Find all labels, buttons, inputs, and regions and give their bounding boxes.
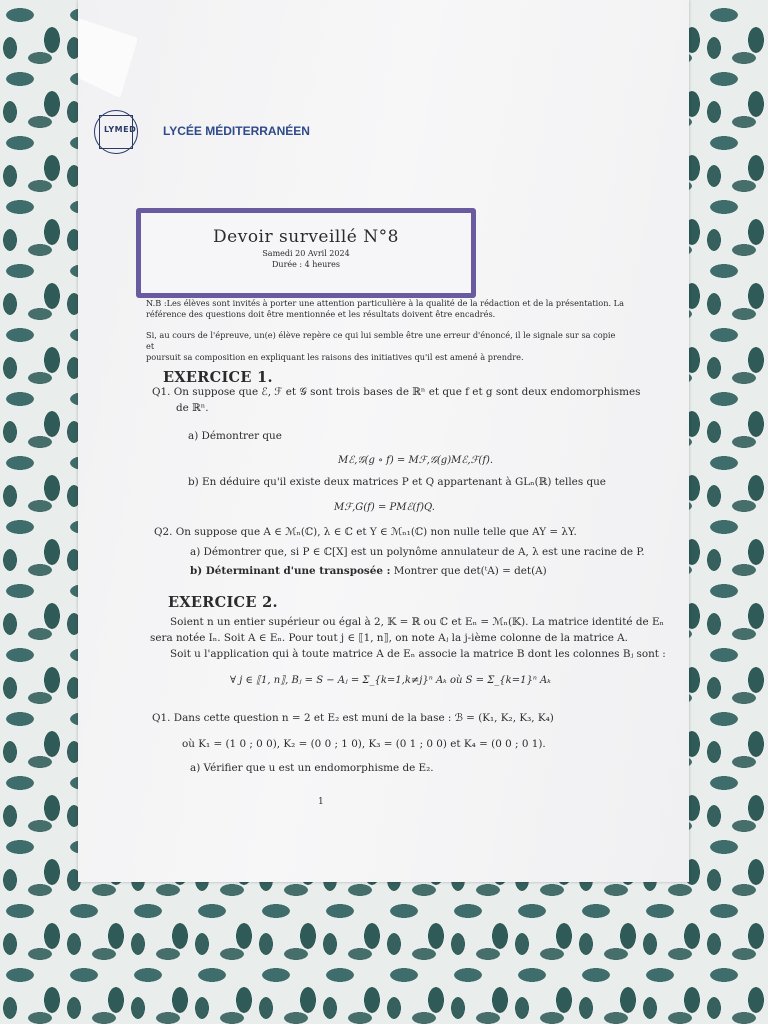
exercise-1-heading: EXERCICE 1. [163, 369, 273, 386]
exam-title: Devoir surveillé N°8 [213, 227, 399, 247]
ex1-q2a: a) Démontrer que, si P ∈ ℂ[X] est un polynôme annulateur de A, λ est une racine de P. [190, 546, 645, 558]
error-line-1: Si, au cours de l'épreuve, un(e) élève repère ce qui lui semble être une erreur d'énoncé, il le signale sur sa copie et [146, 330, 616, 351]
school-name: LYCÉE MÉDITERRANÉEN [163, 124, 310, 138]
exam-duration: Durée : 4 heures [272, 260, 340, 269]
ex1-q1-line-1: Q1. On suppose que ℰ, ℱ et 𝒢 sont trois bases de ℝⁿ et que f et g sont deux endomorphismes [152, 386, 641, 398]
nb-line-1: N.B :Les élèves sont invités à porter une attention particulière à la qualité de la rédaction et de la présentation. La [146, 298, 625, 308]
ex1-q1b-formula: Mℱ,G(f) = PMℰ(f)Q. [334, 502, 435, 513]
ex2-q1-line-2: où K₁ = (1 0 ; 0 0), K₂ = (0 0 ; 1 0), K₃ = (0 1 ; 0 0) et K₄ = (0 0 ; 0 1). [182, 738, 546, 750]
error-line-2: poursuit sa composition en expliquant les raisons des initiatives qu'il est amené à prendre. [146, 352, 524, 362]
ex1-q1-line-2: de ℝⁿ. [176, 402, 209, 414]
ex2-formula: ∀ j ∈ ⟦1, n⟧, Bⱼ = S − Aⱼ = Σ_{k=1,k≠j}ⁿ Aₖ où S = Σ_{k=1}ⁿ Aₖ [230, 675, 551, 686]
ex2-p1-line-1: Soient n un entier supérieur ou égal à 2, 𝕂 = ℝ ou ℂ et Eₙ = ℳₙ(𝕂). La matrice identité de Eₙ [170, 616, 665, 628]
ex2-p1-line-3: Soit u l'application qui à toute matrice A de Eₙ associe la matrice B dont les colonnes Bⱼ sont : [170, 648, 666, 660]
exam-date: Samedi 20 Avril 2024 [262, 249, 350, 258]
ex1-q2-line-1: Q2. On suppose que A ∈ ℳₙ(ℂ), λ ∈ ℂ et Y ∈ ℳₙ₁(ℂ) non nulle telle que AY = λY. [154, 526, 577, 538]
exam-title-box [136, 208, 476, 298]
ex1-q1a: a) Démontrer que [188, 430, 282, 442]
ex1-q2b-text: Montrer que det(ᵗA) = det(A) [390, 565, 547, 577]
ex1-q2b-label: b) Déterminant d'une transposée : [190, 565, 391, 577]
ex1-q1b: b) En déduire qu'il existe deux matrices P et Q appartenant à GLₙ(ℝ) telles que [188, 476, 606, 488]
ex1-q1a-formula: Mℰ,𝒢(g ∘ f) = Mℱ,𝒢(g)Mℰ,ℱ(f). [338, 455, 494, 466]
error-note [146, 330, 626, 363]
ex2-q1a: a) Vérifier que u est un endomorphisme de E₂. [190, 762, 434, 774]
exercise-2-heading: EXERCICE 2. [168, 594, 278, 611]
nb-note [146, 298, 626, 320]
ex1-q2b [190, 565, 547, 577]
ex2-p1-line-2: sera notée Iₙ. Soit A ∈ Eₙ. Pour tout j ∈ ⟦1, n⟧, on note Aⱼ la j-ième colonne de la matrice A. [150, 632, 628, 644]
logo-text: LYMED [104, 125, 137, 134]
school-logo [94, 110, 138, 154]
nb-line-2: référence des questions doit être mentionnée et les résultats doivent être encadrés. [146, 309, 496, 319]
page-number: 1 [318, 797, 324, 807]
ex2-q1-line-1: Q1. Dans cette question n = 2 et E₂ est muni de la base : ℬ = (K₁, K₂, K₃, K₄) [152, 712, 554, 724]
